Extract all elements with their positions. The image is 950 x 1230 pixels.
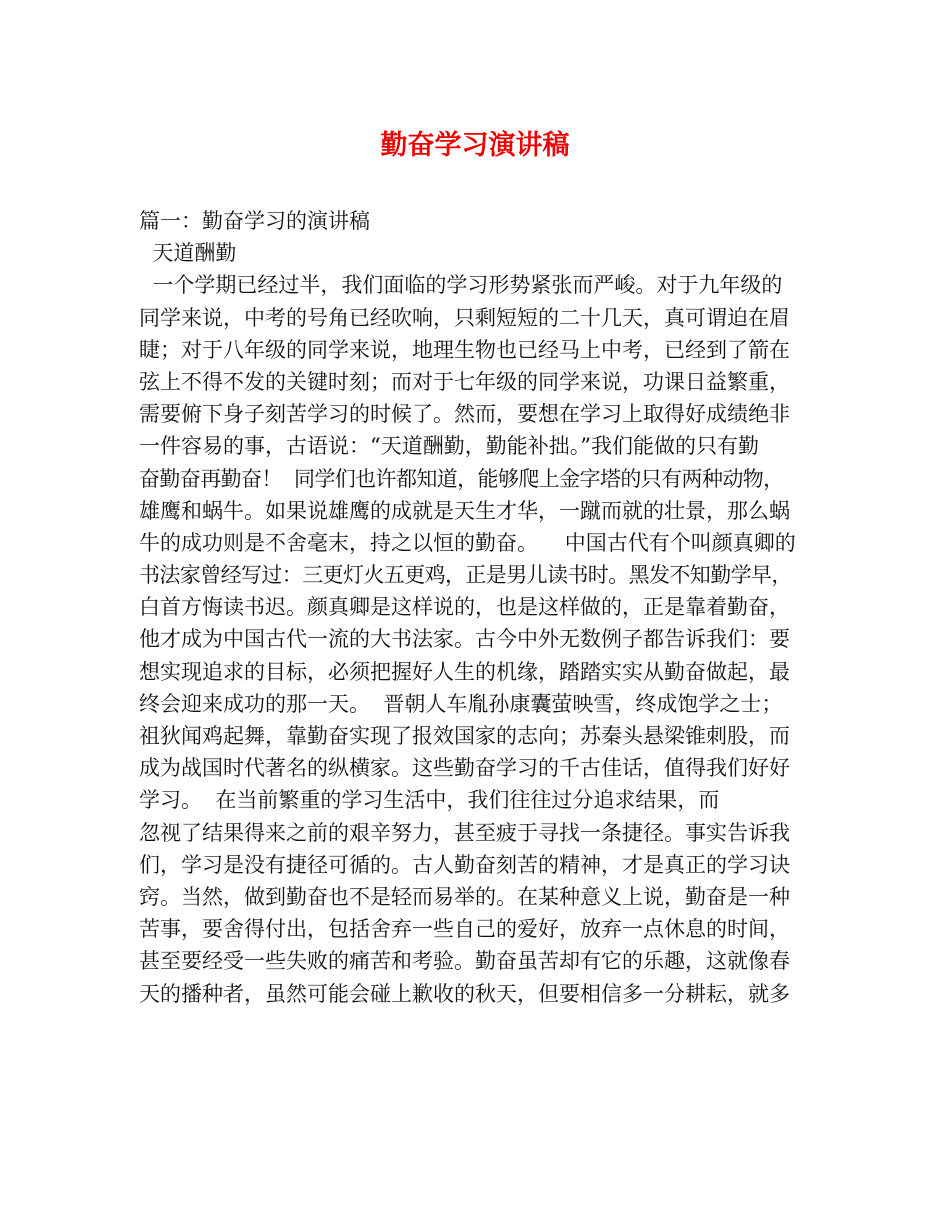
body-line: 他才成为中国古代一流的大书法家。古今中外无数例子都告诉我们：要 bbox=[139, 627, 790, 652]
body-line: 甚至要经受一些失败的痛苦和考验。勤奋虽苦却有它的乐趣，这就像春 bbox=[139, 949, 790, 974]
body-line: 睫；对于八年级的同学来说，地理生物也已经马上中考，已经到了箭在 bbox=[139, 337, 790, 362]
body-line: 弦上不得不发的关键时刻；而对于七年级的同学来说，功课日益繁重， bbox=[139, 369, 790, 394]
body-line: 一件容易的事，古语说：“天道酬勤，勤能补拙。”我们能做的只有勤 bbox=[139, 434, 759, 459]
body-line: 祖狄闻鸡起舞，靠勤奋实现了报效国家的志向；苏秦头悬梁锥刺股，而 bbox=[139, 724, 790, 748]
body-line: 窍。当然，做到勤奋也不是轻而易举的。在某种意义上说，勤奋是一种 bbox=[139, 884, 790, 909]
body-line: 苦事，要舍得付出，包括舍弃一些自己的爱好，放弃一点休息的时间， bbox=[139, 917, 790, 942]
document-title: 勤奋学习演讲稿 bbox=[380, 130, 570, 161]
body-line: 白首方悔读书迟。颜真卿是这样说的，也是这样做的，正是靠着勤奋， bbox=[139, 595, 790, 620]
body-line: 成为战国时代著名的纵横家。这些勤奋学习的千古佳话，值得我们好好 bbox=[139, 756, 790, 781]
body-line: 学习。 在当前繁重的学习生活中，我们往往过分追求结果，而 bbox=[139, 788, 720, 813]
body-line: 天的播种者，虽然可能会碰上歉收的秋天，但要相信多一分耕耘，就多 bbox=[139, 981, 790, 1006]
body-line: 需要俯下身子刻苦学习的时候了。然而，要想在学习上取得好成绩绝非 bbox=[139, 402, 790, 427]
body-line: 书法家曾经写过：三更灯火五更鸡，正是男儿读书时。黑发不知勤学早， bbox=[139, 563, 792, 588]
subtitle-line: 天道酬勤 bbox=[139, 241, 237, 266]
body-line: 一个学期已经过半，我们面临的学习形势紧张而严峻。对于九年级的 bbox=[139, 273, 783, 298]
document-body bbox=[139, 205, 829, 1010]
body-line: 忽视了结果得来之前的艰辛努力，甚至疲于寻找一条捷径。事实告诉我 bbox=[139, 820, 790, 845]
body-line: 雄鹰和蜗牛。如果说雄鹰的成就是天生才华，一蹴而就的壮景，那么蜗 bbox=[139, 498, 790, 523]
body-line: 们，学习是没有捷径可循的。古人勤奋刻苦的精神，才是真正的学习诀 bbox=[139, 852, 790, 877]
body-line: 终会迎来成功的那一天。 晋朝人车胤孙康囊萤映雪，终成饱学之士； bbox=[139, 691, 783, 716]
body-line: 同学来说，中考的号角已经吹响，只剩短短的二十几天，真可谓迫在眉 bbox=[139, 305, 790, 330]
body-line: 奋勤奋再勤奋！ 同学们也许都知道，能够爬上金字塔的只有两种动物， bbox=[139, 466, 784, 491]
section-heading: 篇一：勤奋学习的演讲稿 bbox=[139, 209, 370, 233]
body-line: 想实现追求的目标，必须把握好人生的机缘，踏踏实实从勤奋做起，最 bbox=[139, 659, 790, 684]
body-line: 牛的成功则是不舍毫末，持之以恒的勤奋。 中国古代有个叫颜真卿的 bbox=[139, 530, 796, 555]
